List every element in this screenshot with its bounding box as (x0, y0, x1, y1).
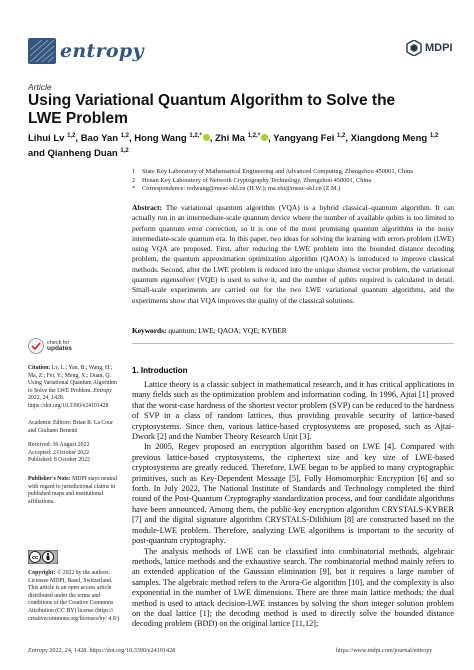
dates-block (28, 442, 122, 465)
affiliation-item (132, 168, 462, 177)
accepted-date: Accepted: 2 October 2022 (28, 449, 90, 456)
footer-citation (28, 647, 175, 654)
note-label: Publisher's Note: (28, 476, 71, 482)
received-date: Received: 30 August 2022 (28, 442, 90, 448)
publisher-name: MDPI (425, 42, 453, 54)
author[interactable]: Yangyang Fei (273, 133, 335, 145)
affiliation-mark: * (132, 185, 136, 193)
author[interactable]: Xiangdong Meng (350, 133, 428, 145)
citation-doi[interactable]: 2022, 24, 1428. https://doi.org/10.3390/e24101428 (28, 395, 109, 409)
published-date: Published: 8 October 2022 (28, 457, 90, 464)
citation-text: Lv, L.; Yan, B.; Wang, H.; Ma, Z.; Fei, Y.; Meng, X.; Duan, Q. Using Variational Quantum Algorithm to Solve the LWE Problem. (28, 365, 117, 394)
correspondence-text[interactable]: Correspondence: redwang@meac-skl.cn (H.W.); ma.zhi@meac-skl.cn (Z.M.) (142, 185, 341, 193)
note-text: MDPI stays neutral with regard to jurisdictional claims in published maps and institutional affiliations. (28, 476, 118, 505)
affiliation-mark: 1 (132, 168, 136, 175)
author[interactable]: Lihui Lv (28, 133, 65, 145)
section-heading: 1. Introduction (132, 366, 188, 375)
copyright-block (28, 570, 122, 623)
footer-doi[interactable]: 2022, 24, 1428. https://doi.org/10.3390/e24101428 (49, 647, 176, 654)
author[interactable]: Qianheng Duan (47, 148, 118, 160)
paper-title: Using Variational Quantum Algorithm to Solve the LWE Problem (28, 92, 396, 127)
publisher-logo[interactable] (406, 40, 453, 56)
affiliations (132, 168, 462, 194)
copyright-label: Copyright: (28, 570, 56, 576)
entropy-logo-icon (28, 38, 56, 64)
keywords (132, 326, 454, 336)
journal-name[interactable]: entropy (60, 40, 144, 62)
citation-label: Citation: (28, 365, 51, 371)
footer-journal-url[interactable]: https://www.mdpi.com/journal/entropy (336, 647, 433, 654)
author[interactable]: Bao Yan (80, 133, 119, 145)
body-paragraph: The analysis methods of LWE can be classified into combinatorial methods, algebraic methods, lattice methods and the exhaustive search. The combinatorial method mainly refers to an extended application of the Gaussian elimination [9], but it requires a large number of samples. The algebraic method refers to the Arora-Ge algorithm [10], and the complexity is also exponential in the number of LWE dimensions. There are three main lattice methods: the dual method is used to attack decision-LWE instances by solving the short integer solution problem on the dual lattice [1]; the decoding method is used to directly solve the bounded distance decoding problem (BDD) on the original lattice [11,12]; (132, 546, 454, 629)
cc-label: cc (31, 555, 39, 562)
abstract-text: The variational quantum algorithm (VQA) is a hybrid classical–quantum algorithm. It can actually run in an intermediate-scale quantum device where the number of available qubits is too limited to perform quantum error correction, so it is one of the most promising quantum algorithms in the noisy intermediate-scale quantum era. In this paper, two ideas for solving the learning with errors problem (LWE) using VQA are proposed. First, after reducing the LWE problem into the bounded distance decoding problem, the quantum approximation optimization algorithm (QAOA) is introduced to improve classical methods. Second, after the LWE problem is reduced into the unique shortest vector problem, the variational quantum eigensolver (VQE) is used to solve it, and the number of qubits required is calculated in detail. Small-scale experiments are carried out for the two LWE variational quantum algorithms, and the experiments show that VQA improves the quality of the classical solutions. (132, 203, 455, 305)
orcid-icon[interactable] (261, 134, 268, 141)
keywords-text: quantum; LWE; QAOA; VQE; KYBER (168, 326, 287, 335)
keywords-label: Keywords: (132, 326, 167, 335)
author[interactable]: Zhi Ma (214, 133, 246, 145)
author-affil: 1,2 (120, 133, 129, 139)
abstract (132, 203, 454, 306)
cc-license-icon[interactable] (28, 550, 58, 564)
divider (132, 343, 454, 344)
publisher-note (28, 476, 122, 506)
author[interactable]: Hong Wang (134, 133, 187, 145)
citation-journal: Entropy (93, 387, 112, 394)
check-small: check for (47, 340, 70, 346)
check-for-updates-badge[interactable] (28, 338, 72, 354)
mdpi-logo-icon (406, 40, 422, 56)
affiliation-text: Henan Key Laboratory of Network Cryptography Technology, Zhengzhou 450001, China (142, 176, 372, 184)
article-type: Article (28, 82, 52, 92)
citation-block (28, 365, 122, 411)
orcid-icon[interactable] (203, 134, 210, 141)
author-affil: 1,2 (67, 133, 76, 139)
check-updates-icon (28, 338, 44, 354)
introduction-body (132, 380, 454, 630)
academic-editors: Academic Editors: Brian R. La Cour and Giuliano Benenti (28, 420, 114, 434)
author-affil: 1,2 (429, 133, 439, 139)
check-big: updates (47, 345, 72, 352)
copyright-text: © 2022 by the authors. Licensee MDPI, Basel, Switzerland. This article is an open access article distributed under the terms and conditions of the Creative Commons Attribution (CC BY) license (https:// creativecommons.org/licenses/by/ 4.0/). (28, 570, 121, 622)
author-list: Lihui Lv $^{1,2}$, Bao Yan $^{1,2}$, Hong Wang $^{1,2,*}$ , Zhi Ma $^{1,2,*}$ , Yangyang Fei $^{1,2}$, Xiangdong Meng $^{1,2}$ and Qianheng Duan $^{1,2}$ (28, 133, 439, 160)
body-paragraph: Lattice theory is a classic subject in mathematical research, and it has critical applications in many fields such as the optimization problem and information coding. In 1996, Ajtai [1] proved that the worst-case hardness of the shortest vector problem (SVP) can be reduced to the hardness of SVP in a class of random lattices, thus providing provable security of lattice-based cryptosystems. Since then, various lattice-based cryptosystems are proposed, such as Ajtai-Dwork [2] and the Number Theory Research Unit [3]. (132, 380, 454, 442)
author-affil: 1,2 (337, 133, 346, 139)
author-affil: 1,2,* (189, 133, 202, 139)
check-updates-label (47, 340, 72, 352)
affiliation-text: State Key Laboratory of Mathematical Engineering and Advanced Computing, Zhengzhou 450001, China (142, 168, 413, 175)
author-affil: 1,2,* (247, 133, 261, 139)
footer-journal: Entropy (28, 647, 48, 654)
body-paragraph: In 2005, Regev proposed an encryption algorithm based on LWE [4]. Compared with previous lattice-based cryptosystems, the ciphertext size and key size of LWE-based cryptosystems are greatly reduced. Therefore, LWE began to be applied to many cryptographic primitives, such as Key-Dependent Message [5], Fully Homomorphic Encryption [6] and so forth. In July 2022, The National Institute of Standards and Technology completed the third round of the Post-Quantum Cryptography standardization process, and four candidate algorithms have been announced. Among them, the public-key encryption algorithm CRYSTALS-KYBER [7] and the digital signature algorithm CRYSTALS-Dilithium [8] are constructed based on the module-LWE problem. Therefore, analyzing LWE algorithms is important to the security of post-quantum cryptography. (132, 442, 454, 546)
affiliation-mark: 2 (132, 176, 136, 184)
abstract-label: Abstract: (132, 203, 162, 212)
correspondence (132, 185, 462, 194)
author-affil: 1,2 (120, 148, 129, 155)
affiliation-item (132, 177, 462, 186)
